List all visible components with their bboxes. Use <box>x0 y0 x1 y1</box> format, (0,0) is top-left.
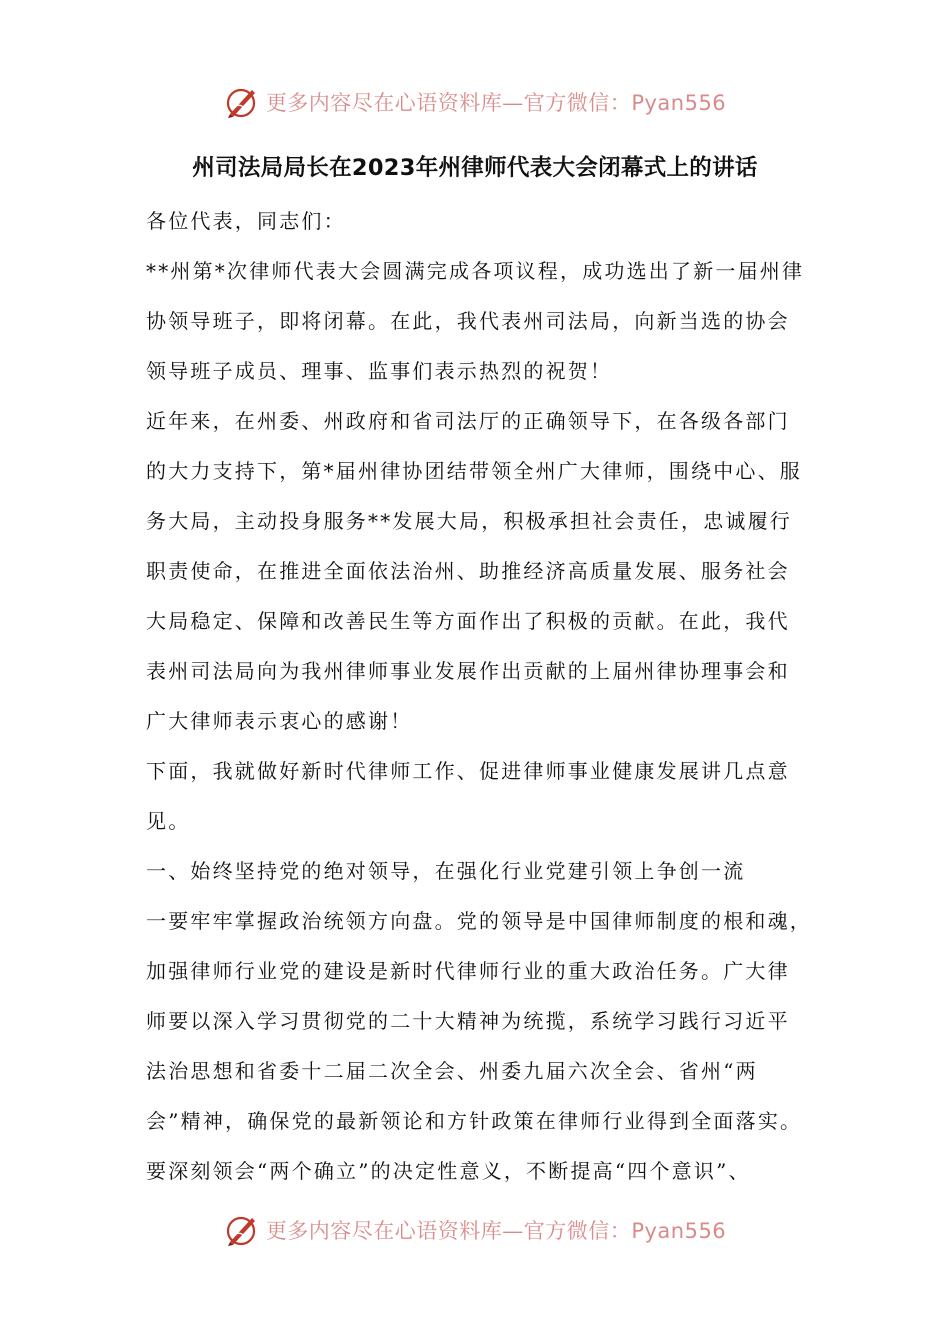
body-line: **州第*次律师代表大会圆满完成各项议程，成功选出了新一届州律 <box>146 259 805 283</box>
body-line: 广大律师表示衷心的感谢！ <box>146 709 413 733</box>
watermark-footer <box>0 1210 950 1250</box>
section-heading: 一、始终坚持党的绝对领导，在强化行业党建引领上争创一流 <box>146 859 746 883</box>
body-line: 法治思想和省委十二届二次全会、州委九届六次全会、省州“两 <box>146 1059 758 1083</box>
body-line: 表州司法局向为我州律师事业发展作出贡献的上届州律协理事会和 <box>146 659 790 683</box>
body-line: 协领导班子，即将闭幕。在此，我代表州司法局，向新当选的协会 <box>146 309 790 333</box>
document-title: 州司法局局长在2023年州律师代表大会闭幕式上的讲话 <box>192 155 758 181</box>
body-line: 一要牢牢掌握政治统领方向盘。党的领导是中国律师制度的根和魂， <box>146 909 812 933</box>
document-body <box>146 196 826 1196</box>
body-line: 各位代表，同志们： <box>146 209 346 233</box>
watermark-header <box>0 82 950 122</box>
body-line: 的大力支持下，第*届州律协团结带领全州广大律师，围绕中心、服 <box>146 459 802 483</box>
body-line: 领导班子成员、理事、监事们表示热烈的祝贺！ <box>146 359 613 383</box>
body-line: 会”精神，确保党的最新领论和方针政策在律师行业得到全面落实。 <box>146 1109 803 1133</box>
pen-circle-logo-icon <box>224 1212 260 1248</box>
body-line: 下面，我就做好新时代律师工作、促进律师事业健康发展讲几点意 <box>146 759 790 783</box>
body-line: 大局稳定、保障和改善民生等方面作出了积极的贡献。在此，我代 <box>146 609 790 633</box>
body-line: 加强律师行业党的建设是新时代律师行业的重大政治任务。广大律 <box>146 959 790 983</box>
body-line: 近年来，在州委、州政府和省司法厅的正确领导下，在各级各部门 <box>146 409 790 433</box>
body-line: 见。 <box>146 809 191 833</box>
body-line: 职责使命，在推进全面依法治州、助推经济高质量发展、服务社会 <box>146 559 790 583</box>
body-line: 师要以深入学习贯彻党的二十大精神为统揽，系统学习践行习近平 <box>146 1009 790 1033</box>
watermark-text: 更多内容尽在心语资料库—官方微信：Pyan556 <box>265 91 727 115</box>
body-line: 务大局，主动投身服务**发展大局，积极承担社会责任，忠诚履行 <box>146 509 792 533</box>
watermark-text: 更多内容尽在心语资料库—官方微信：Pyan556 <box>265 1219 727 1243</box>
body-line: 要深刻领会“两个确立”的决定性意义，不断提高“四个意识”、 <box>146 1159 751 1183</box>
pen-circle-logo-icon <box>224 84 260 120</box>
